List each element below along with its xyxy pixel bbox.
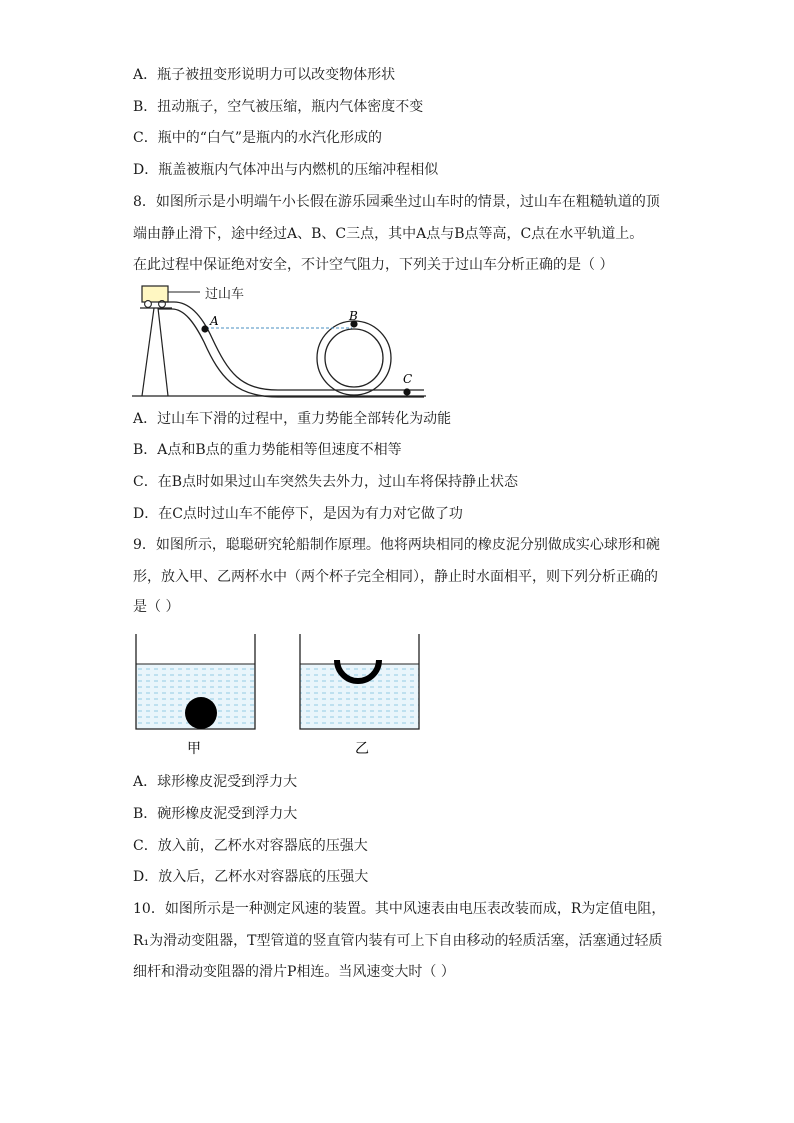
q10-stem-line-1: 10．如图所示是一种测定风速的装置。其中风速表由电压表改装而成，R为定值电阻，	[133, 901, 666, 917]
point-a-label: A	[210, 314, 219, 328]
q9-option-c: C．放入前，乙杯水对容器底的压强大	[133, 838, 368, 854]
q9-option-a: A．球形橡皮泥受到浮力大	[133, 774, 298, 790]
q7-option-a: A．瓶子被扭变形说明力可以改变物体形状	[133, 67, 396, 83]
point-a-marker	[201, 325, 208, 332]
coaster-car	[142, 286, 168, 302]
q8-option-d: D．在C点时过山车不能停下，是因为有力对它做了功	[133, 506, 463, 522]
q9-stem-line-2: 形，放入甲、乙两杯水中（两个杯子完全相同），静止时水面相平，则下列分析正确的	[133, 569, 658, 585]
q9-stem-line-1: 9．如图所示，聪聪研究轮船制作原理。他将两块相同的橡皮泥分别做成实心球形和碗	[133, 537, 660, 553]
beaker-left-label: 甲	[187, 741, 201, 757]
q10-stem-line-3: 细杆和滑动变阻器的滑片P相连。当风速变大时（ ）	[133, 964, 455, 980]
q9-option-b: B．碗形橡皮泥受到浮力大	[133, 806, 298, 822]
point-c-marker	[403, 388, 410, 395]
q10-stem-line-2: R₁为滑动变阻器，T型管道的竖直管内装有可上下自由移动的轻质活塞，活塞通过轻质	[133, 933, 663, 949]
roller-coaster-figure	[128, 280, 428, 402]
q7-option-c: C．瓶中的“白气”是瓶内的水汽化形成的	[133, 130, 383, 146]
q7-option-b: B．扭动瓶子，空气被压缩，瓶内气体密度不变	[133, 99, 424, 115]
coaster-car-label: 过山车	[205, 287, 245, 302]
q8-stem-line-2: 端由静止滑下，途中经过A、B、C三点，其中A点与B点等高，C点在水平轨道上。	[133, 226, 644, 242]
q7-option-d: D．瓶盖被瓶内气体冲出与内燃机的压缩冲程相似	[133, 162, 439, 178]
q8-option-c: C．在B点时如果过山车突然失去外力，过山车将保持静止状态	[133, 474, 518, 490]
q8-stem-line-3: 在此过程中保证绝对安全，不计空气阻力，下列关于过山车分析正确的是（ ）	[133, 257, 614, 273]
q8-option-a: A．过山车下滑的过程中，重力势能全部转化为动能	[133, 411, 452, 427]
beakers-figure	[130, 630, 430, 760]
q9-option-d: D．放入后，乙杯水对容器底的压强大	[133, 869, 369, 885]
beaker-right-label: 乙	[355, 741, 369, 757]
q9-stem-line-3: 是（ ）	[133, 599, 180, 615]
solid-ball	[185, 697, 217, 729]
q8-stem-line-1: 8．如图所示是小明端午小长假在游乐园乘坐过山车时的情景，过山车在粗糙轨道的顶	[133, 194, 660, 210]
point-b-label: B	[349, 309, 358, 323]
q8-option-b: B．A点和B点的重力势能相等但速度不相等	[133, 442, 402, 458]
water-right	[300, 664, 419, 729]
point-c-label: C	[403, 372, 413, 386]
